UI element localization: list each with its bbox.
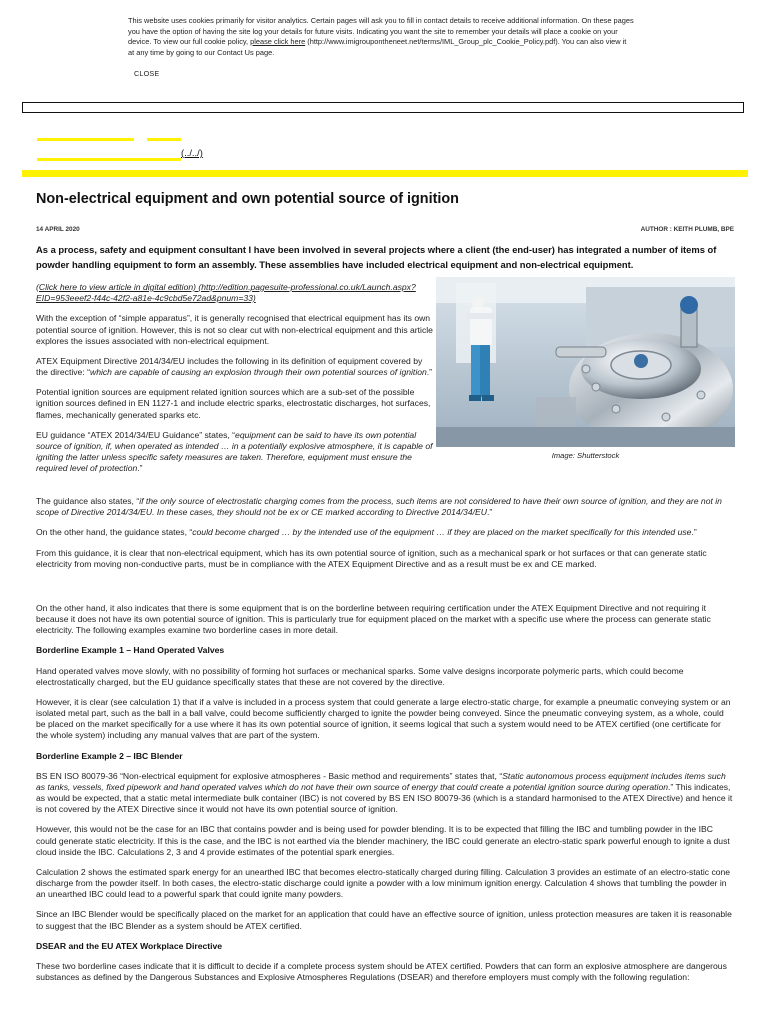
article-body-full xyxy=(36,496,734,992)
logo-bar-2[interactable] xyxy=(147,138,181,141)
digital-edition-link[interactable]: (Click here to view article in digital edition) (http://edition.pagesuite-professional.co.uk/Launch.aspx?EID=953eeef2-f44c-42f2-a81e-4c9cbd5e72ad&pnum=33) xyxy=(36,282,416,304)
body-paragraph: These two borderline cases indicate that it is difficult to decide if a complete process system should be ATEX certified. Powders that can form an explosive atmosphere are dangerous substances as defined by the Dangerous Substances and Explosive Atmospheres Regulations (DSEAR) and therefore employers must comply with the following regulation: xyxy=(36,960,727,983)
article-title: Non-electrical equipment and own potential source of ignition xyxy=(36,191,459,207)
cookie-notice xyxy=(128,16,634,58)
article-date: 14 APRIL 2020 xyxy=(36,226,80,233)
digital-edition-paragraph xyxy=(36,282,434,304)
header-divider-bar xyxy=(22,170,748,177)
logo-bar-3[interactable] xyxy=(37,158,181,161)
body-paragraph: However, it is clear (see calculation 1) that if a valve is included in a process system that could generate a large electro-static charge, for example a pneumatic conveying system or an isolated metal part, such as the ball in a ball valve, could become sufficiently charged to ignite the powder being conveyed. Since the pneumatic conveying system, as a whole, could be placed on the market specifically for a use where it has its own potential source of ignition, it seems logical that such a system would need to be ATEX certified (one certificate for the whole system) including any manual valves that are part of the system. xyxy=(36,696,731,741)
search-input[interactable] xyxy=(22,102,744,113)
breadcrumb-link[interactable]: (../../) xyxy=(181,147,203,158)
cookie-text: This website uses cookies primarily for visitor analytics. Certain pages will ask you to fill in contact details to receive additional information. On these pages you have the option of having the site log your details for future visits. Indicating you want the site to remember your details will place a cookie on your device. To view our full cookie policy, xyxy=(128,16,634,47)
body-paragraph: EU guidance “ATEX 2014/34/EU Guidance” states, “equipment can be said to have its own potential source of ignition, if, when operated as intended … in a potentially explosive atmosphere, it is capable of igniting the latter unless specific safety measures are taken. Therefore, equipment must ensure the required level of protection.” xyxy=(36,429,433,474)
body-paragraph: On the other hand, it also indicates that there is some equipment that is on the borderline between requiring certification under the ATEX Equipment Directive and not requiring it because it does not have its own potential source of ignition. This is particularly true for equipment placed on the market with a specific use where the process can generate static electricity. The following examples examine two borderline cases in more detail. xyxy=(36,602,711,636)
cookie-policy-link[interactable]: please click here xyxy=(250,37,306,47)
logo-bar-1[interactable] xyxy=(37,138,134,141)
body-paragraph: However, this would not be the case for an IBC that contains powder and is being used for powder blending. It is to be expected that filling the IBC and tumbling powder in the IBC could generate static electricity. If this is the case, and the IBC is not earthed via the blender machinery, the IBC could generate an electro-static spark powerful enough to ignite a dust cloud inside the IBC. Calculations 2, 3 and 4 provide estimates of the potential spark energies. xyxy=(36,824,730,857)
spacer xyxy=(36,579,734,603)
body-paragraph: From this guidance, it is clear that non-electrical equipment, which has its own potential source of ignition, such as a mechanical spark or hot surfaces or that can generate static electricity from moving non-conductive parts, must be in compliance with the ATEX Equipment Directive and as a result must be ex and CE marked. xyxy=(36,547,707,569)
article-meta xyxy=(36,226,734,234)
body-paragraph: Calculation 2 shows the estimated spark energy for an unearthed IBC that becomes electro-statically charged during filling. Calculation 3 provides an estimate of an electro-static cone discharge from the powder itself. In both cases, the electro-static discharge could ignite a powder with a low minimum ignition energy. Calculation 4 shows that tumbling the powder in an unearthed IBC could lead to a powerful spark that could ignite many powders. xyxy=(36,866,731,900)
cookie-text-end: (http://www.imigroupontheneet.net/terms/IML_Group_plc_Cookie_Policy.pdf). You can also view it at any time by going to our Contact Us page. xyxy=(128,37,627,57)
body-paragraph: Hand operated valves move slowly, with no possibility of forming hot surfaces or mechanical sparks. Some valve designs incorporate polymeric parts, which could become electrostatically charged, but the EU guidance specifically states that these are not covered by the directive. xyxy=(36,665,684,687)
image-caption: Image: Shutterstock xyxy=(551,451,620,460)
body-paragraph: ATEX Equipment Directive 2014/34/EU includes the following in its definition of equipment covered by the directive: “which are capable of causing an explosion through their own potential sources of ignition.” xyxy=(36,355,433,378)
article-author: AUTHOR : KEITH PLUMB, BPE xyxy=(640,226,734,233)
body-paragraph: On the other hand, the guidance states, “could become charged … by the intended use of the equipment … if they are placed on the market specifically for this intended use.” xyxy=(36,527,697,538)
body-paragraph: Potential ignition sources are equipment related ignition sources which are a sub-set of the possible ignition sources defined in EN 1127-1 and include electric sparks, electrostatic discharges, hot surfaces, flames, mechanically generated sparks etc. xyxy=(36,387,431,420)
body-paragraph: With the exception of “simple apparatus”, it is generally recognised that electrical equipment has its own potential source of ignition. However, this is not so clear cut with non-electrical equipment and this article explores the issues associated with non-electrical equipment. xyxy=(36,313,433,346)
section-heading: DSEAR and the EU ATEX Workplace Directive xyxy=(36,940,223,951)
body-paragraph: BS EN ISO 80079-36 “Non-electrical equipment for explosive atmospheres - Basic method and requirements” states that, “Static autonomous process equipment includes items such as tanks, vessels, fixed pipework and hand operated valves which do not have their own source of energy that could create a potential ignition source during operation.” This indicates, as would be expected, that a static metal intermediate bulk container (IBC) is not covered by BS EN ISO 80079-36 (which is a standard harmonised to the ATEX Directive) and hence it is not covered by the ATEX Directive since it would not have its own potential source of ignition. xyxy=(36,770,733,815)
section-heading: Borderline Example 1 – Hand Operated Valves xyxy=(36,645,225,656)
body-paragraph: The guidance also states, “if the only source of electrostatic charging comes from the process, such items are not considered to have their own source of ignition, and they are not in scope of Directive 2014/34/EU. In these cases, they should not be ex or CE marked according to Directive 2014/34/EU.” xyxy=(36,496,722,518)
article-body-column xyxy=(36,282,434,483)
section-heading: Borderline Example 2 – IBC Blender xyxy=(36,750,183,761)
article-lead: As a process, safety and equipment consultant I have been involved in several projects where a client (the end-user) has integrated a number of items of powder handling equipment to form an assembly. These assemblies have included electrical equipment and non-electrical equipment. xyxy=(36,244,717,270)
cookie-close-button[interactable]: CLOSE xyxy=(134,69,160,78)
lab-equipment-photo xyxy=(436,277,735,447)
article-figure xyxy=(436,277,735,461)
body-paragraph: Since an IBC Blender would be specifically placed on the market for an application that could have an effective source of ignition, unless protection measures are taken it is reasonable to suggest that the IBC Blender as a system should be ATEX certified. xyxy=(36,909,732,931)
